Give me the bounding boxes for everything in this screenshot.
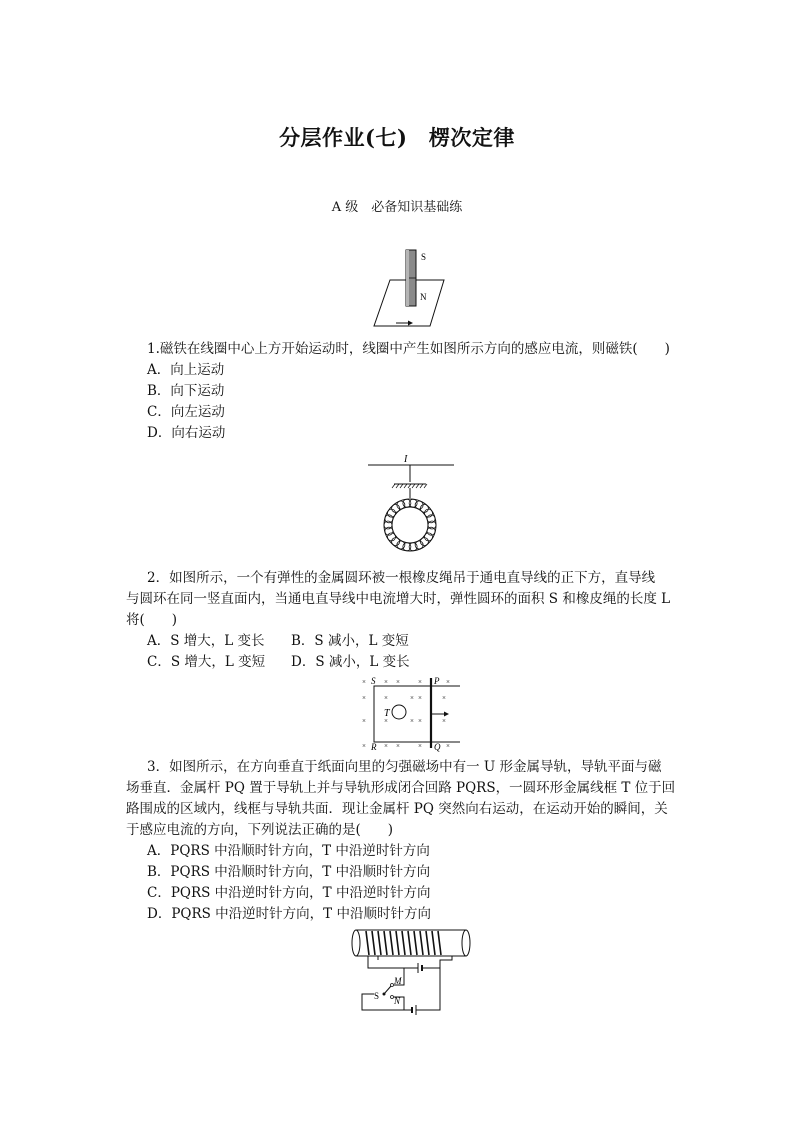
- field-x-mark: ×: [418, 694, 422, 702]
- field-x-mark: ×: [396, 742, 400, 750]
- field-x-mark: ×: [442, 717, 446, 725]
- label-p: P: [434, 676, 440, 686]
- question-1-stem: 1.磁铁在线圈中心上方开始运动时，线圈中产生如图所示方向的感应电流，则磁铁( ): [147, 341, 670, 357]
- field-x-mark: ×: [384, 678, 388, 686]
- label-t: T: [384, 708, 390, 719]
- field-x-mark: ×: [396, 678, 400, 686]
- solenoid-turn: [420, 931, 423, 955]
- question-3-stem-line-2: 场垂直．金属杆 PQ 置于导轨上并与导轨形成闭合回路 PQRS，一圆环形金属线框 T 位于回: [126, 780, 676, 796]
- field-x-mark: ×: [418, 742, 422, 750]
- field-x-mark: ×: [384, 694, 388, 702]
- label-n: N: [394, 996, 401, 1006]
- solenoid-turn: [408, 931, 411, 955]
- label-switch-s: S: [374, 991, 380, 1001]
- page-title: 分层作业(七) 楞次定律: [279, 125, 515, 150]
- q2-option-a: A．S 增大，L 变长: [147, 633, 265, 649]
- solenoid-turn: [402, 931, 405, 955]
- figure-magnet-coil: [368, 244, 448, 334]
- field-x-mark: ×: [362, 717, 366, 725]
- q3-option-c: C．PQRS 中沿逆时针方向，T 中沿逆时针方向: [147, 885, 431, 901]
- question-3-stem-line-1: 3．如图所示，在方向垂直于纸面向里的匀强磁场中有一 U 形金属导轨，导轨平面与磁: [147, 759, 662, 775]
- section-heading: A 级 必备知识基础练: [331, 200, 463, 215]
- question-2-stem-line-2: 与圆环在同一竖直面内，当通电直导线中电流增大时，弹性圆环的面积 S 和橡皮绳的长度 L: [126, 591, 671, 607]
- solenoid-turn: [378, 931, 381, 955]
- field-x-mark: ×: [362, 742, 366, 750]
- q3-option-d: D．PQRS 中沿逆时针方向，T 中沿顺时针方向: [147, 906, 431, 922]
- current-i-label: I: [404, 454, 408, 465]
- solenoid-turn: [438, 931, 441, 955]
- figure-u-rail: [358, 674, 468, 758]
- q2-option-c: C．S 增大，L 变短: [147, 654, 266, 670]
- question-3-stem-line-4: 于感应电流的方向，下列说法正确的是( ): [126, 822, 394, 838]
- question-3-stem-line-3: 路围成的区域内，线框与导轨共面．现让金属杆 PQ 突然向右运动，在运动开始的瞬间，关: [126, 801, 668, 817]
- field-x-mark: ×: [410, 717, 414, 725]
- solenoid-turn: [366, 931, 369, 955]
- question-2-stem-line-1: 2．如图所示，一个有弹性的金属圆环被一根橡皮绳吊于通电直导线的正下方，直导线: [147, 570, 656, 586]
- field-x-mark: ×: [384, 717, 388, 725]
- field-x-mark: ×: [418, 678, 422, 686]
- solenoid-turn: [414, 931, 417, 955]
- field-x-mark: ×: [418, 717, 422, 725]
- q1-option-c: C．向左运动: [147, 404, 225, 420]
- field-x-mark: ×: [362, 694, 366, 702]
- q3-option-a: A．PQRS 中沿顺时针方向，T 中沿逆时针方向: [147, 843, 430, 859]
- label-m: M: [394, 976, 402, 986]
- label-r: R: [371, 742, 377, 752]
- field-x-mark: ×: [410, 694, 414, 702]
- magnet-s-label: S: [421, 252, 427, 262]
- field-x-mark: ×: [446, 678, 450, 686]
- solenoid-turn: [372, 931, 375, 955]
- q2-option-b: B．S 减小，L 变短: [291, 633, 409, 649]
- field-x-mark: ×: [362, 678, 366, 686]
- solenoid-turn: [432, 931, 435, 955]
- q1-option-a: A．向上运动: [147, 362, 225, 378]
- figure-wire-ring: [364, 452, 460, 566]
- field-x-mark: ×: [442, 694, 446, 702]
- solenoid-turn: [390, 931, 393, 955]
- label-s: S: [371, 676, 376, 686]
- solenoid-turn: [384, 931, 387, 955]
- solenoid-turn: [396, 931, 399, 955]
- q2-option-d: D．S 减小，L 变长: [291, 654, 410, 670]
- q1-option-b: B．向下运动: [147, 383, 225, 399]
- question-2-stem-line-3: 将( ): [126, 612, 178, 628]
- magnet-n-label: N: [420, 292, 427, 302]
- field-x-mark: ×: [446, 742, 450, 750]
- figure-solenoid-circuit: [348, 924, 478, 1020]
- field-x-mark: ×: [384, 742, 388, 750]
- label-q: Q: [434, 742, 441, 752]
- solenoid-turn: [426, 931, 429, 955]
- q1-option-d: D．向右运动: [147, 425, 226, 441]
- q3-option-b: B．PQRS 中沿顺时针方向，T 中沿顺时针方向: [147, 864, 431, 880]
